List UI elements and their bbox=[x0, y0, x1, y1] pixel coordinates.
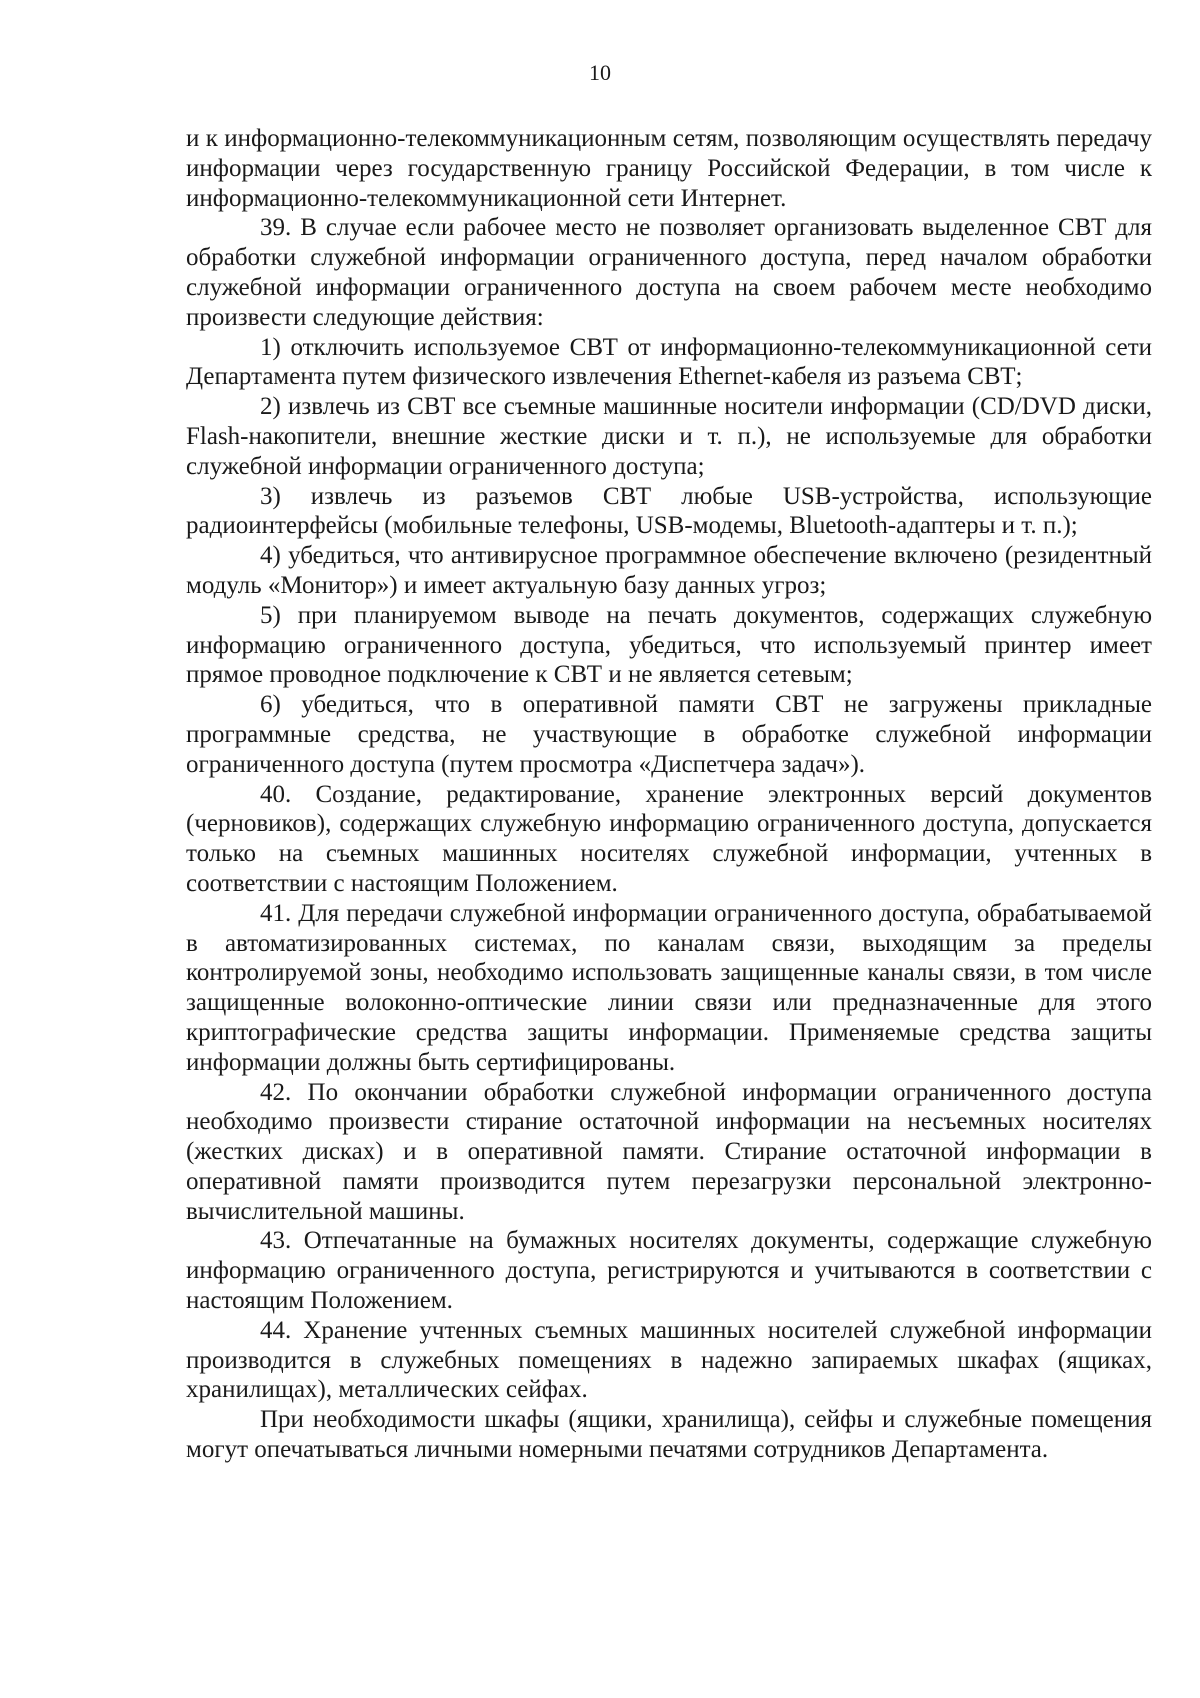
paragraph-43: 43. Отпечатанные на бумажных носителях документы, содержащие служебную информацию ограниченного доступа, регистрируются и учитываются в соответствии с настоящим Положением. bbox=[186, 1227, 1152, 1315]
paragraph-storage-note: При необходимости шкафы (ящики, хранилища), сейфы и служебные помещения могут опечатываться личными номерными печатями сотрудников Департамента. bbox=[186, 1406, 1152, 1464]
paragraph-41: 41. Для передачи служебной информации ограниченного доступа, обрабатываемой в автоматизированных системах, по каналам связи, выходящим за пределы контролируемой зоны, необходимо использовать защищенные каналы связи, в том числе защищенные волоконно-оптические линии связи или предназначенные для этого криптографические средства защиты информации. Применяемые средства защиты информации должны быть сертифицированы. bbox=[186, 899, 1152, 1076]
paragraph-44: 44. Хранение учтенных съемных машинных носителей служебной информации производится в служебных помещениях в надежно запираемых шкафах (ящиках, хранилищах), металлических сейфах. bbox=[186, 1316, 1152, 1404]
paragraph-39: 39. В случае если рабочее место не позволяет организовать выделенное СВТ для обработки служебной информации ограниченного доступа, перед началом обработки служебной информации ограниченного доступа на своем рабочем месте необходимо произвести следующие действия: bbox=[186, 214, 1152, 331]
paragraph-42: 42. По окончании обработки служебной информации ограниченного доступа необходимо произвести стирание остаточной информации на несъемных носителях (жестких дисках) и в оперативной памяти. Стирание остаточной информации в оперативной памяти производится путем перезагрузки персональной электронно-вычислительной машины. bbox=[186, 1078, 1152, 1225]
list-item-1: 1) отключить используемое СВТ от информационно-телекоммуникационной сети Департамента путем физического извлечения Ethernet-кабеля из разъема СВТ; bbox=[186, 333, 1152, 391]
list-item-3: 3) извлечь из разъемов СВТ любые USB-устройства, использующие радиоинтерфейсы (мобильные телефоны, USB-модемы, Bluetooth-адаптеры и т. п.); bbox=[186, 482, 1152, 540]
paragraph-40: 40. Создание, редактирование, хранение электронных версий документов (черновиков), содержащих служебную информацию ограниченного доступа, допускается только на съемных машинных носителях служебной информации, учтенных в соответствии с настоящим Положением. bbox=[186, 780, 1152, 897]
paragraph-continuation: и к информационно-телекоммуникационным сетям, позволяющим осуществлять передачу информации через государственную границу Российской Федерации, в том числе к информационно-телекоммуникационной сети Интернет. bbox=[186, 125, 1152, 212]
list-item-2: 2) извлечь из СВТ все съемные машинные носители информации (CD/DVD диски, Flash-накопители, внешние жесткие диски и т. п.), не используемые для обработки служебной информации ограниченного доступа; bbox=[186, 393, 1152, 480]
list-item-5: 5) при планируемом выводе на печать документов, содержащих служебную информацию ограниченного доступа, убедиться, что используемый принтер имеет прямое проводное подключение к СВТ и не является сетевым; bbox=[186, 601, 1152, 689]
list-item-6: 6) убедиться, что в оперативной памяти СВТ не загружены прикладные программные средства, не участвующие в обработке служебной информации ограниченного доступа (путем просмотра «Диспетчера задач»). bbox=[186, 691, 1152, 778]
list-item-4: 4) убедиться, что антивирусное программное обеспечение включено (резидентный модуль «Монитор») и имеет актуальную базу данных угроз; bbox=[186, 542, 1152, 599]
page-number: 10 bbox=[589, 60, 611, 85]
document-body bbox=[186, 124, 1152, 1465]
